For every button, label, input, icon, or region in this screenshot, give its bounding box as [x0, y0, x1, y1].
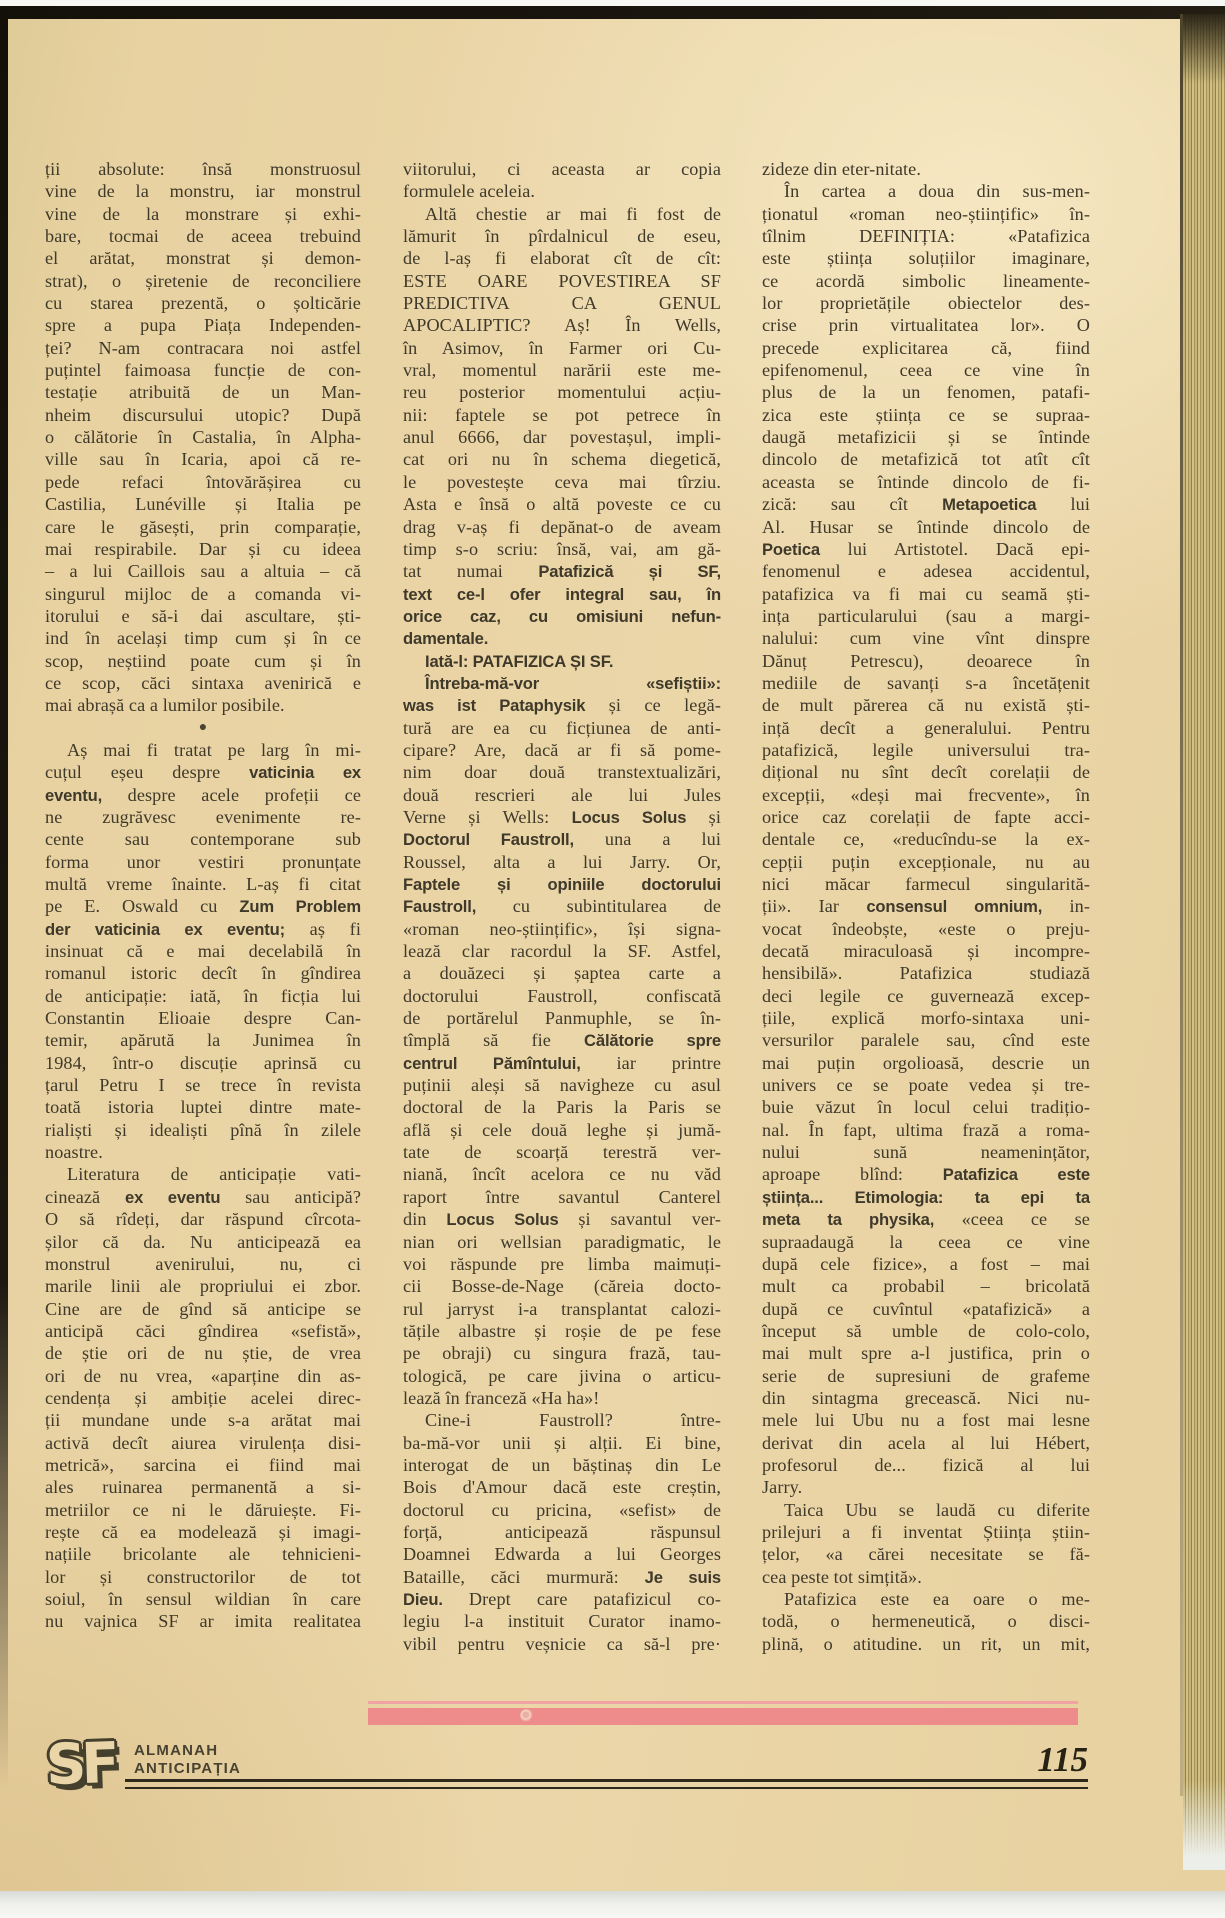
- book-spine-shadow: [0, 6, 8, 1826]
- text-line: Bois d'Amour dacă este creștin,: [403, 1477, 721, 1498]
- text-line: ville sau în Icaria, apoi că re-: [45, 449, 361, 470]
- text-line: lează clar racordul la SF. Astfel,: [403, 941, 721, 962]
- text-line: cat ori nu în schema diegetică,: [403, 449, 721, 470]
- text-line: testație atribuită de un Man-: [45, 382, 361, 403]
- text-line: spre a pupa Piața Independen-: [45, 315, 361, 336]
- text-line: nim doar două transtextualizări,: [403, 762, 721, 783]
- text-line: buie văzut în locul celui tradițio-: [762, 1097, 1090, 1118]
- text-line: pe E. Oswald cu Zum Problem: [45, 896, 361, 917]
- text-line: univers ce se poate vedea și tre-: [762, 1075, 1090, 1096]
- text-line: după cele fizice», a fost – mai: [762, 1253, 1090, 1274]
- text-line: tat numai Patafizică și SF,: [403, 561, 721, 582]
- text-line: interogat de un băștinaș din Le: [403, 1454, 721, 1475]
- text-line: tate de scoarță terestră ver-: [403, 1142, 721, 1163]
- text-line: patafizica va fi mai cu seamă ști-: [762, 583, 1090, 604]
- text-line: precede explicitarea că, fiind: [762, 337, 1090, 358]
- text-line: nii: faptele se pot petrece în: [403, 404, 721, 425]
- text-line: crise prin virtualitatea lor». O: [762, 315, 1090, 336]
- text-line: toată istoria luptei dintre mate-: [45, 1097, 361, 1118]
- text-line: lor proprietățile obiectelor des-: [762, 293, 1090, 314]
- text-line: cente sau contemporane sub: [45, 829, 361, 850]
- text-line: formulele aceleia.: [403, 181, 536, 202]
- text-line: «roman neo-științific», își signa-: [403, 918, 721, 939]
- text-line: știința... Etimologia: ta epi ta: [762, 1187, 1090, 1207]
- text-line: ba-mă-vor unii și alții. Ei bine,: [403, 1432, 721, 1453]
- text-line: de l-aș fi elaborat cît de cît:: [403, 248, 721, 269]
- text-line: nian ori wellsian paradigmatic, le: [403, 1231, 721, 1252]
- text-line: Doctorul Faustroll, una a lui: [403, 829, 721, 850]
- text-line: nheim discursului utopic? După: [45, 404, 361, 425]
- text-line: națiile bricolante ale tehnicieni-: [45, 1544, 361, 1565]
- text-line: Faptele și opiniile doctorului: [403, 875, 721, 894]
- text-line: anticipă căci gîndirea «sefistă»,: [45, 1320, 361, 1341]
- text-line: nului sună neamenințător,: [762, 1142, 1090, 1163]
- text-line: dincolo de metafizică tot atît cît: [762, 449, 1090, 470]
- text-line: rește că ea modelează și imagi-: [45, 1521, 361, 1542]
- text-line: Doamnei Edwarda a lui Georges: [403, 1544, 721, 1565]
- text-line: strat), o șiretenie de reconciliere: [45, 270, 361, 291]
- text-line: început să umble de colo-colo,: [762, 1320, 1090, 1341]
- text-line: vibil pentru veșnicie ca să-l pre·: [403, 1633, 721, 1654]
- text-line: rialiști și idealiști pînă în zilele: [45, 1119, 361, 1140]
- text-line: voi răspunde pre limba maimuți-: [403, 1253, 721, 1274]
- text-line: ce acordă simbolic lineamente-: [762, 270, 1090, 291]
- text-line: ții mundane unde s-a arătat mai: [45, 1410, 361, 1431]
- text-line: raport între savantul Canterel: [403, 1186, 721, 1207]
- text-line: dentale ce, «reducîndu-se la ex-: [762, 829, 1090, 850]
- text-line: mai puțin orgolioasă, descrie un: [762, 1052, 1090, 1073]
- text-line: Dieu. Drept care patafizicul co-: [403, 1589, 721, 1609]
- text-line: țarul Petru I se trece în revista: [45, 1075, 361, 1096]
- text-line: niană, încît acelora ce nu văd: [403, 1164, 721, 1185]
- text-line: vocat îndeobște, «este o preju-: [762, 918, 1090, 939]
- text-line: tîlnim DEFINIȚIA: «Patafizica: [762, 226, 1090, 247]
- text-line: cipare? Are, dacă ar fi să pome-: [403, 739, 721, 760]
- text-line: cendența și ambiție acelei direc-: [45, 1387, 361, 1408]
- section-separator-bullet: ●: [198, 719, 208, 735]
- text-line: orice caz, cu omisiuni nefun-: [403, 606, 721, 626]
- text-line: fenomenul e adesea accidentul,: [762, 561, 1090, 582]
- text-line: hensibilă». Patafizica studiază: [762, 963, 1090, 984]
- text-line: Castilia, Lunéville și Italia pe: [45, 494, 361, 515]
- text-line: was ist Pataphysik și ce legă-: [403, 695, 722, 716]
- text-line: pede refaci întovărășirea cu: [45, 471, 361, 492]
- text-line: lor și constructorilor de tot: [45, 1566, 361, 1587]
- text-line: zica este știința ce se supraa-: [762, 404, 1090, 425]
- text-line: legiu l-a instituit Curator inamo-: [403, 1611, 721, 1632]
- text-line: el arătat, monstrat și demon-: [45, 248, 361, 269]
- text-line: doctorului Faustroll, confiscată: [403, 985, 721, 1006]
- text-line: țelor, «a cărei necesitate se fă-: [762, 1544, 1090, 1565]
- text-line: nal. În fapt, ultima frază a roma-: [762, 1119, 1090, 1140]
- text-line: mult ca probabil – bricolată: [762, 1276, 1090, 1297]
- text-line: ales ruinarea permanentă a si-: [45, 1477, 361, 1498]
- text-line: Taica Ubu se laudă cu diferite: [784, 1499, 1090, 1520]
- text-line: ționatul «roman neo-științific» în-: [762, 203, 1090, 224]
- text-line: bare, tocmai de aceea trebuind: [45, 226, 361, 247]
- text-line: zideze din eter-nitate.: [762, 159, 921, 179]
- text-line: vine de la monstrare și exhi-: [45, 203, 361, 224]
- text-line: nalului: cum vine vînt dinspre: [762, 628, 1090, 649]
- text-line: eventu, despre acele profeții ce: [45, 784, 361, 805]
- text-line: de știe ori de nu știe, de vrea: [45, 1343, 361, 1364]
- text-line: orice caz corelații de fapte acci-: [762, 806, 1090, 827]
- text-line: vral, momentul narării este me-: [403, 360, 721, 381]
- text-line: ței? N-am contracara noi astfel: [45, 337, 361, 358]
- text-line: pe obraji) cu singura frază, tau-: [403, 1343, 721, 1364]
- text-line: două rescrieri ale lui Jules: [403, 784, 721, 805]
- text-line: mai respirabile. Dar și cu ideea: [45, 538, 361, 559]
- text-line: este știința soluțiilor imaginare,: [762, 248, 1090, 269]
- text-line: der vaticinia ex eventu; aș fi: [45, 918, 361, 939]
- text-line: Cine are de gînd să anticipe se: [45, 1298, 361, 1319]
- text-line: Iată-l: PATAFIZICA ȘI SF.: [425, 651, 614, 671]
- text-line: Faustroll, cu subintitularea de: [403, 896, 721, 917]
- text-line: prilejuri a fi inventat Știința știin-: [762, 1521, 1090, 1542]
- text-line: romanul istoric decît în gîndirea: [45, 963, 361, 984]
- text-line: damentale.: [403, 629, 489, 649]
- text-line: plus de la un fenomen, patafi-: [762, 382, 1090, 403]
- text-line: a douăzeci și șaptea carte a: [403, 963, 721, 984]
- text-line: Aș mai fi tratat pe larg în mi-: [67, 739, 361, 760]
- text-line: cii Bosse-de-Nage (căreia docto-: [403, 1276, 721, 1297]
- text-line: timp s-o scriu: însă, vai, am gă-: [403, 538, 721, 559]
- text-line: Verne și Wells: Locus Solus și: [403, 806, 721, 827]
- text-line: doctoral de la Paris la Paris se: [403, 1097, 721, 1118]
- text-line: epifenomenul, ceea ce vine în: [762, 360, 1090, 381]
- text-line: scop, neștiind poate cum și în: [45, 650, 361, 671]
- text-line: cepții puțin excepționale, nu au: [762, 851, 1090, 872]
- text-line: vine de la monstru, iar monstrul: [45, 181, 361, 202]
- text-line: profesorul de... fizică al lui: [762, 1454, 1090, 1475]
- text-line: forță, anticipează răspunsul: [403, 1521, 721, 1542]
- text-line: de mult părerea că nu există ști-: [762, 695, 1090, 716]
- text-line: Patafizica este ea oare o me-: [784, 1589, 1090, 1609]
- text-line: care le găsești, prin comparație,: [45, 516, 361, 537]
- page-number: 115: [1037, 1740, 1088, 1779]
- text-line: reu posterior momentului acțiu-: [403, 382, 721, 403]
- text-line: supraadaugă la ceea ce vine: [762, 1231, 1090, 1252]
- text-line: șilor că da. Nu anticipează ea: [45, 1231, 361, 1252]
- sf-logo: SF: [44, 1730, 116, 1799]
- text-line: drag v-aș fi depănat-o de aveam: [403, 516, 721, 537]
- text-line: Al. Husar se întinde dincolo de: [762, 516, 1090, 537]
- text-line: derivat din acela al lui Hébert,: [762, 1432, 1090, 1453]
- text-line: ori de nu vrea, «aparține din as-: [45, 1365, 361, 1386]
- text-line: ne zugrăvesc evenimente re-: [45, 806, 361, 827]
- almanac-brand-line2: ANTICIPAȚIA: [134, 1760, 242, 1777]
- text-line: singurul mijloc de a comanda vi-: [45, 583, 361, 604]
- text-line: serie de supresiuni de grafeme: [762, 1365, 1090, 1386]
- text-line: Jarry.: [762, 1477, 803, 1498]
- text-line: cea peste tot simțită».: [762, 1566, 922, 1587]
- text-line: zică: sau cît Metapoetica lui: [762, 494, 1090, 515]
- text-line: 1984, într-o discuție aprinsă cu: [45, 1052, 361, 1073]
- text-line: – a lui Caillois sau a altuia – că: [45, 561, 361, 582]
- text-line: doctorul cu pricina, «sefist» de: [403, 1499, 721, 1520]
- text-line: noastre.: [45, 1142, 103, 1163]
- text-line: o călătorie în Castalia, în Alpha-: [45, 427, 361, 448]
- text-line: daugă metafizicii și se întinde: [762, 427, 1090, 448]
- text-line: mediile de savanți s-a încetățenit: [762, 672, 1090, 693]
- text-line: text ce-l ofer integral sau, în: [403, 584, 721, 604]
- text-line: metriilor ce ni le dăruiește. Fi-: [45, 1499, 361, 1520]
- text-line: de anticipație: iată, în ficția lui: [45, 985, 361, 1006]
- article-column-1: [45, 158, 361, 1633]
- text-line: de portărelul Panmuphle, se în-: [403, 1008, 721, 1029]
- text-line: APOCALIPTIC? Aș! În Wells,: [403, 315, 721, 336]
- article-column-3: [762, 158, 1090, 1655]
- text-line: Roussel, alta a lui Jarry. Or,: [403, 851, 721, 872]
- text-line: Poetica lui Artistotel. Dacă epi-: [762, 538, 1090, 559]
- text-line: rul jarryst i-a transplantat calozi-: [403, 1298, 721, 1319]
- text-line: tologică, pe care jivina o articu-: [403, 1365, 721, 1386]
- text-line: află și cele două leghe și jumă-: [403, 1119, 721, 1140]
- almanac-brand: [134, 1742, 241, 1778]
- text-line: nici măcar farmecul singularită-: [762, 874, 1090, 894]
- text-line: ind în același timp cum și în ce: [45, 628, 361, 649]
- text-line: În cartea a doua din sus-men-: [784, 181, 1090, 202]
- text-line: marile linii ale propriului ei zbor.: [45, 1276, 361, 1297]
- text-line: anul 6666, dar povestașul, impli-: [403, 427, 721, 448]
- text-line: monstrul avenirului, nu, ci: [45, 1253, 361, 1274]
- text-line: puțintel faimoasa funcție de con-: [45, 360, 361, 381]
- red-divider-thin-line: [368, 1701, 1078, 1704]
- text-line: viitorului, ci aceasta ar copia: [403, 159, 721, 179]
- text-line: aceasta se întinde dincolo de fi-: [762, 471, 1090, 492]
- almanac-brand-line1: ALMANAH: [134, 1742, 219, 1759]
- text-line: mele lui Ubu nu a fost mai lesne: [762, 1410, 1090, 1431]
- text-line: Constantin Elioaie despre Can-: [45, 1008, 361, 1029]
- text-line: cu starea prezentă, o șolticărie: [45, 293, 361, 314]
- text-line: meta ta physika, «ceea ce se: [762, 1209, 1090, 1230]
- text-line: nu vajnica SF ar imita realitatea: [45, 1611, 361, 1632]
- book-top-edge: [0, 6, 1225, 19]
- text-line: plină, o atitudine. un rit, un mit,: [762, 1633, 1090, 1654]
- text-line: ința particularului (sau a margi-: [762, 605, 1090, 626]
- text-line: din sintagma grecească. Nici nu-: [762, 1387, 1090, 1408]
- scan-bottom-edge: [0, 1891, 1225, 1918]
- text-line: Bataille, căci murmură: Je suis: [403, 1566, 721, 1587]
- text-line: aproape blînd: Patafizica este: [762, 1164, 1090, 1185]
- text-line: ESTE OARE POVESTIREA SF: [403, 270, 721, 291]
- text-line: Literatura de anticipație vati-: [67, 1164, 361, 1185]
- text-line: mai mult spre a-l justifica, prin o: [762, 1343, 1090, 1364]
- text-line: versurilor paralele sau, cînd este: [762, 1030, 1090, 1051]
- text-line: Altă chestie ar mai fi fost de: [425, 203, 721, 224]
- ink-spot: [520, 1709, 533, 1722]
- text-line: Asta e însă o altă poveste ce cu: [403, 494, 721, 515]
- text-line: lează în franceză «Ha ha»!: [403, 1387, 600, 1408]
- text-line: todă, o hermeneutică, o disci-: [762, 1611, 1090, 1632]
- text-line: multă vreme înainte. L-aș fi citat: [45, 874, 361, 894]
- book-page-edge-stack: [1183, 14, 1225, 1870]
- text-line: cinează ex eventu sau anticipă?: [45, 1186, 361, 1207]
- text-line: lămurit în pîrdalnicul de eseu,: [403, 226, 721, 247]
- text-line: le povestește ceva mai tîrziu.: [403, 471, 721, 492]
- text-line: patafizică, legile universului tra-: [762, 739, 1090, 760]
- text-line: metrică», sarcina ei fiind mai: [45, 1454, 361, 1475]
- text-line: cuțul eșeu despre vaticinia ex: [45, 762, 361, 783]
- text-line: dițional nu sînt decît corelații de: [762, 762, 1090, 783]
- text-line: țiile, explică morfo-sintaxa uni-: [762, 1008, 1090, 1029]
- text-line: ții absolute: însă monstruosul: [45, 159, 361, 179]
- text-line: tățile albastre și roșie de pe fese: [403, 1320, 721, 1341]
- red-divider-bar: [368, 1708, 1078, 1725]
- text-line: tîmplă să fie Călătorie spre: [403, 1030, 721, 1051]
- text-line: decată miraculoasă și incompre-: [762, 941, 1090, 962]
- text-line: ce scop, căci sintaxa avenirică e: [45, 672, 361, 693]
- text-line: în Asimov, în Farmer ori Cu-: [403, 337, 721, 358]
- text-line: Întreba-mă-vor «sefiștii»:: [425, 673, 721, 693]
- text-line: ții». Iar consensul omnium, in-: [762, 896, 1090, 917]
- text-line: O să rîdeți, dar răspund cîrcota-: [45, 1209, 361, 1230]
- text-line: puținii aleși să navigheze cu asul: [403, 1075, 721, 1096]
- text-line: temir, apărută la Junimea în: [45, 1030, 361, 1051]
- text-line: activă decît aiurea virulența disi-: [45, 1432, 361, 1453]
- text-line: deci legile ce guvernează excep-: [762, 985, 1090, 1006]
- text-line: Cine-i Faustroll? între-: [425, 1410, 721, 1431]
- text-line: itorului e să-i dai ascultare, ști-: [45, 605, 361, 626]
- text-line: după ce cuvîntul «patafizică» a: [762, 1298, 1090, 1319]
- text-line: ință decît a generalului. Pentru: [762, 717, 1090, 738]
- text-line: soiul, în sensul wildian în care: [45, 1589, 361, 1609]
- text-line: excepții, «deși mai frecvente», în: [762, 784, 1090, 805]
- text-line: mai abrașă ca a lumilor posibile.: [45, 695, 285, 716]
- text-line: Dănuț Petrescu), deoarece în: [762, 650, 1090, 671]
- article-column-2: [403, 158, 721, 1655]
- text-line: din Locus Solus și savantul ver-: [403, 1209, 722, 1230]
- text-line: PREDICTIVA CA GENUL: [403, 293, 721, 314]
- text-line: centrul Pămîntului, iar printre: [403, 1052, 721, 1073]
- text-line: forma unor vestiri pronunțate: [45, 851, 361, 872]
- footer-double-rule: [125, 1779, 1088, 1789]
- text-line: insinuat că e mai decelabilă în: [45, 941, 361, 962]
- text-line: tură are ea cu ficțiunea de anti-: [403, 717, 721, 738]
